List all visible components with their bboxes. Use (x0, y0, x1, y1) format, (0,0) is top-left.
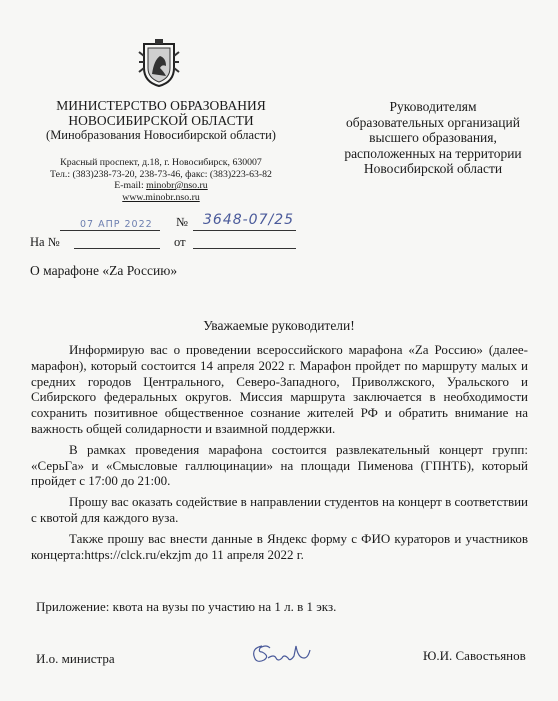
attachment-note: Приложение: квота на вузы по участию на 1 л. в 1 экз. (36, 599, 337, 614)
body-paragraph: Информирую вас о проведении всероссийского марафона «Za Россию» (далее-марафон), который состоится 14 апреля 2022 г. Марафон пройдет по маршруту малых и средних городов Центрального, Северо-Западного, Приволжского, Уральского и Сибирского федеральных округов. Миссия маршрута заключается в необходимости сохранить позитивное общественное сознание жителей РФ и обратить внимание на важность общей солидарности и взаимной поддержки. (31, 342, 528, 436)
phone-line: Тел.: (383)238-73-20, 238-73-46, факс: (383)223-63-82 (50, 168, 272, 180)
letter-body (31, 342, 528, 567)
on-no-label: На № (30, 235, 60, 249)
ministry-header (30, 98, 292, 143)
website-link[interactable]: www.minobr.nso.ru (122, 191, 200, 203)
recipient-line: Новосибирской области (363, 161, 503, 177)
recipient-line: Руководителям (389, 99, 477, 114)
greeting: Уважаемые руководители! (203, 318, 355, 333)
signatory-name: Ю.И. Савостьянов (423, 648, 526, 663)
ministry-abbreviation: (Минобразования Новосибирской области) (46, 128, 276, 142)
email-label: E-mail: (114, 180, 147, 191)
date-line (60, 230, 160, 231)
body-paragraph: Прошу вас оказать содействие в направлении студентов на концерт в соответствии с квотой для каждого вуза. (31, 494, 528, 525)
coat-of-arms-icon (136, 38, 182, 88)
ministry-contacts (30, 157, 292, 203)
address-line: Красный проспект, д.18, г. Новосибирск, 630007 (60, 157, 262, 168)
from-line (193, 248, 296, 249)
recipient-line: расположенных на территории (344, 145, 522, 161)
recipient-line: образовательных организаций (346, 114, 520, 130)
letter-subject: О марафоне «Za Россию» (30, 263, 178, 278)
ministry-name-line2: НОВОСИБИРСКОЙ ОБЛАСТИ (68, 113, 254, 128)
handwritten-signature (248, 640, 318, 668)
date-stamp: 07 АПР 2022 (80, 219, 153, 230)
recipient-line: высшего образования, (369, 130, 497, 146)
on-no-line (74, 248, 160, 249)
body-paragraph: Также прошу вас внести данные в Яндекс форму с ФИО кураторов и участников концерта:https://clck.ru/ekzjm до 11 апреля 2022 г. (31, 530, 528, 562)
signatory-position: И.о. министра (36, 651, 115, 666)
email-line (30, 180, 292, 192)
recipient-block (322, 99, 544, 177)
number-label: № (176, 215, 188, 229)
body-paragraph: В рамках проведения марафона состоится развлекательный концерт групп: «СерьГа» и «Смысловые галлюцинации» на площади Пименова (ГПНТБ), который пройдет с 17:00 до 21:00. (31, 441, 528, 489)
from-label: от (174, 235, 186, 249)
ministry-name-line1: МИНИСТЕРСТВО ОБРАЗОВАНИЯ (56, 98, 266, 113)
number-line (193, 230, 296, 231)
email-link[interactable]: minobr@nso.ru (146, 180, 208, 191)
number-value: 3648-07/25 (203, 212, 295, 228)
